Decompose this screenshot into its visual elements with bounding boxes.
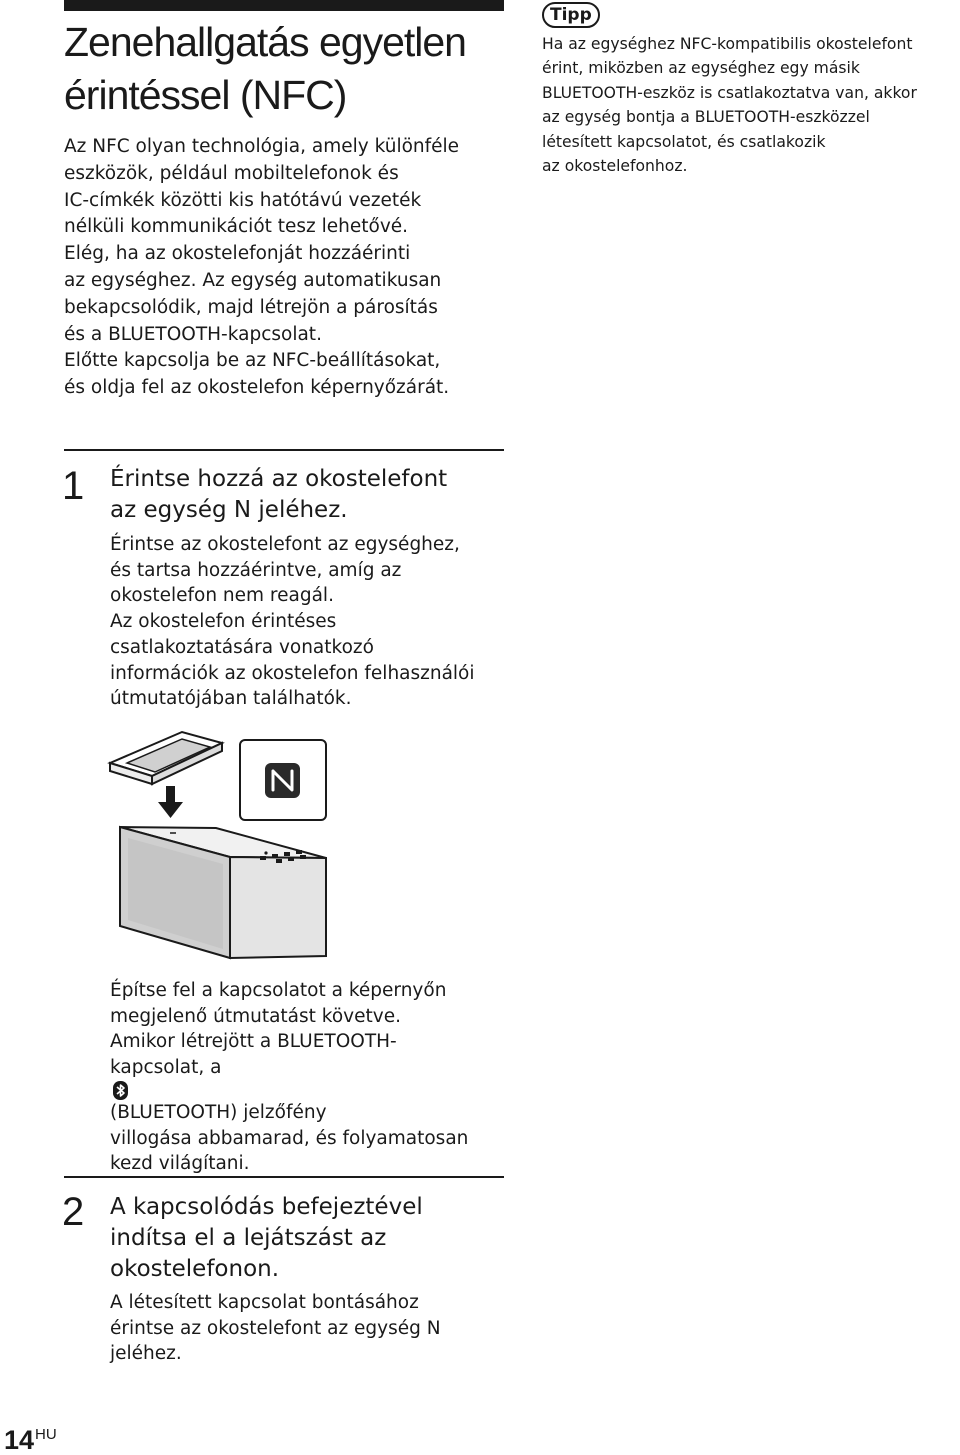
title-line: érintéssel (NFC): [64, 72, 347, 118]
step-1-result-line: kezd világítani.: [110, 1153, 250, 1175]
step-2-heading-line: indítsa el a lejátszást az: [110, 1225, 387, 1251]
step-1-result-line: Amikor létrejött a BLUETOOTH-: [110, 1031, 397, 1053]
step-1-result-text: kapcsolat, a: [110, 1057, 222, 1079]
intro-line: eszközök, például mobiltelefonok és: [64, 162, 399, 184]
smartphone-icon: [110, 732, 222, 784]
step-2-heading-line: A kapcsolódás befejeztével: [110, 1194, 423, 1220]
step-1-body-line: információk az okostelefon felhasználói: [110, 662, 475, 684]
step-1-body-line: csatlakoztatására vonatkozó: [110, 636, 374, 658]
step-2-heading-line: okostelefonon.: [110, 1256, 280, 1282]
tip-line: létesített kapcsolatot, és csatlakozik: [542, 132, 826, 151]
step-1-body-line: és tartsa hozzáérintve, amíg az: [110, 559, 402, 581]
bluetooth-icon: [113, 1081, 128, 1100]
step-1-result-line: Építse fel a kapcsolatot a képernyőn: [110, 980, 447, 1001]
intro-line: és a BLUETOOTH-kapcsolat.: [64, 323, 322, 345]
nfc-illustration: [100, 730, 340, 970]
step-1-body-line: okostelefon nem reagál.: [110, 585, 334, 607]
tip-line: az okostelefonhoz.: [542, 157, 688, 176]
intro-line: Előtte kapcsolja be az NFC-beállításokat,: [64, 350, 441, 372]
step-1-result-line: megjelenő útmutatást követve.: [110, 1005, 401, 1027]
step-2-body-line: A létesített kapcsolat bontásához: [110, 1292, 419, 1313]
page-language: HU: [35, 1426, 57, 1443]
step-1-body-line: Az okostelefon érintéses: [110, 611, 337, 633]
step-2-number: 2: [62, 1190, 85, 1234]
intro-paragraph: [64, 134, 514, 402]
tip-text: [542, 32, 960, 178]
tip-badge: Tipp: [542, 2, 600, 28]
step-1-heading-line: az egység N jeléhez.: [110, 497, 348, 523]
intro-line: Az NFC olyan technológia, amely különféle: [64, 136, 460, 157]
tip-line: érint, miközben az egységhez egy másik: [542, 59, 860, 78]
step-1-body-line: útmutatójában találhatók.: [110, 688, 352, 710]
page-title: [64, 16, 504, 122]
step-1-body-line: Érintse az okostelefont az egységhez,: [110, 534, 460, 555]
step-2-heading: [110, 1192, 510, 1285]
step-1-result-line: villogása abbamarad, és folyamatosan: [110, 1127, 469, 1149]
speaker-icon: [120, 827, 326, 958]
intro-line: nélküli kommunikációt tesz lehetővé.: [64, 216, 409, 238]
intro-line: az egységhez. Az egység automatikusan: [64, 269, 442, 291]
intro-line: Elég, ha az okostelefonját hozzáérinti: [64, 243, 411, 265]
intro-line: és oldja fel az okostelefon képernyőzárát.: [64, 377, 450, 399]
step-1-number: 1: [62, 464, 85, 508]
step-1-result-text: (BLUETOOTH) jelzőfény: [110, 1101, 327, 1123]
top-rule: [64, 0, 504, 11]
page-number: [4, 1420, 57, 1455]
tip-line: az egység bontja a BLUETOOTH-eszközzel: [542, 108, 870, 127]
step-1-result-line: [110, 1055, 510, 1125]
step-1-heading-line: Érintse hozzá az okostelefont: [110, 466, 448, 492]
page-number-value: 14: [4, 1425, 35, 1455]
section-divider: [64, 1176, 504, 1178]
step-2-body-line: érintse az okostelefont az egység N: [110, 1317, 441, 1339]
tip-line: BLUETOOTH-eszköz is csatlakoztatva van, akkor: [542, 83, 917, 102]
step-1-body: [110, 532, 510, 712]
step-1-result: [110, 978, 510, 1177]
intro-line: bekapcsolódik, majd létrejön a párosítás: [64, 296, 438, 318]
tip-line: Ha az egységhez NFC-kompatibilis okostelefont: [542, 35, 913, 53]
intro-line: IC-címkék közötti kis hatótávú vezeték: [64, 189, 422, 211]
n-mark-icon: [240, 740, 326, 820]
step-2-body-line: jeléhez.: [110, 1343, 182, 1365]
down-arrow-icon: [158, 786, 183, 818]
title-line: Zenehallgatás egyetlen: [64, 19, 466, 65]
step-1-heading: [110, 464, 510, 526]
step-2-body: [110, 1290, 510, 1367]
section-divider: [64, 449, 504, 451]
